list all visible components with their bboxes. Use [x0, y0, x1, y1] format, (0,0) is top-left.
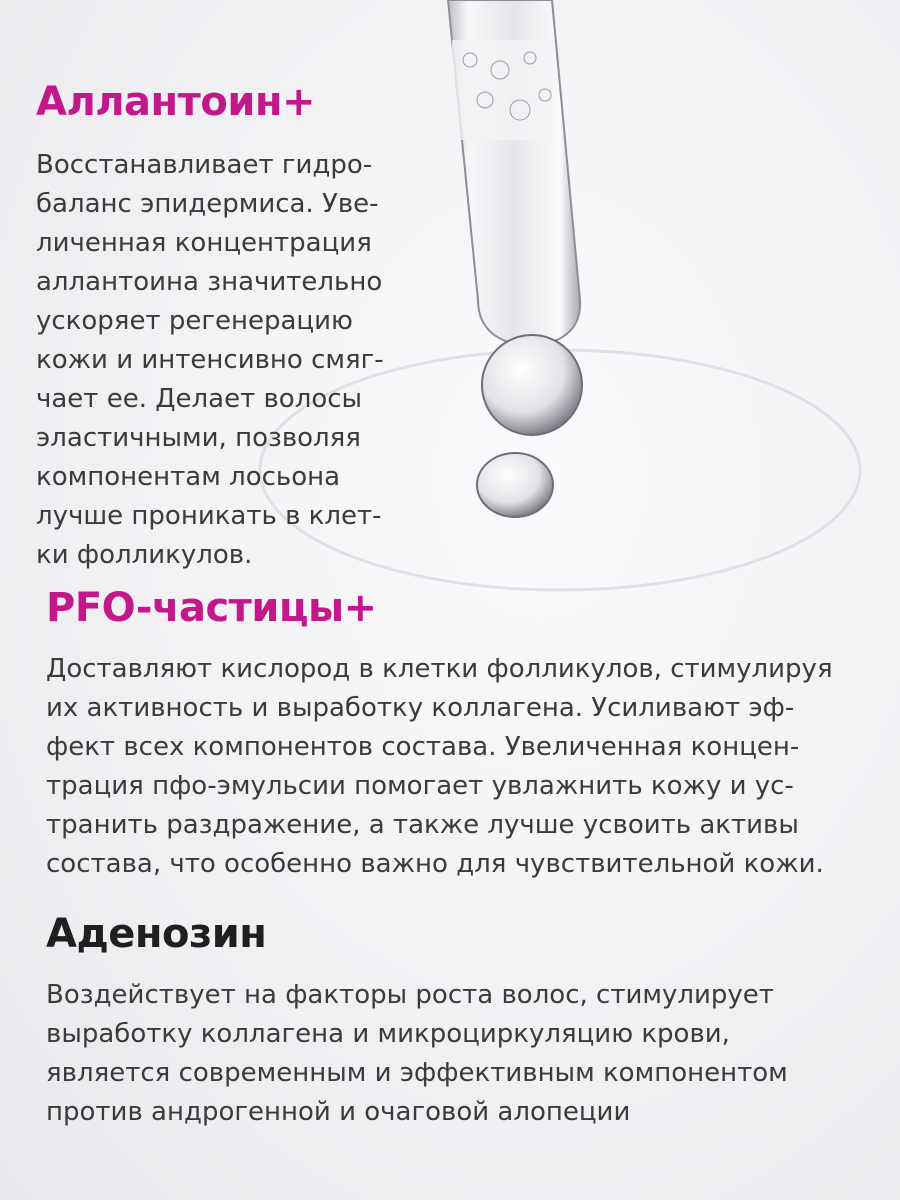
heading-adenosine: Аденозин: [46, 911, 267, 957]
text-line: трация пфо-эмульсии помогает увлажнить кожу и ус-: [46, 771, 794, 801]
falling-drop: [477, 453, 553, 517]
bubbles-band: [452, 40, 552, 140]
text-line: эластичными, позволяя: [36, 423, 361, 453]
adenosine-text: [46, 976, 866, 1132]
text-line: лучше проникать в клет-: [36, 501, 382, 531]
drop-on-tip: [482, 335, 582, 435]
text-line: личенная концентрация: [36, 228, 372, 258]
text-line: кожи и интенсивно смяг-: [36, 345, 384, 375]
text-line: аллантоина значительно: [36, 267, 383, 297]
text-line: выработку коллагена и микроциркуляцию крови,: [46, 1019, 730, 1049]
text-line: Восстанавливает гидро-: [36, 150, 373, 180]
text-line: Воздействует на факторы роста волос, стимулирует: [46, 980, 774, 1010]
text-line: компонентам лосьона: [36, 462, 341, 492]
text-line: является современным и эффективным компонентом: [46, 1058, 788, 1088]
text-line: баланс эпидермиса. Уве-: [36, 189, 379, 219]
text-line: транить раздражение, а также лучше усвоить активы: [46, 810, 799, 840]
text-line: фект всех компонентов состава. Увеличенная концен-: [46, 732, 800, 762]
text-line: состава, что особенно важно для чувствительной кожи.: [46, 849, 824, 879]
text-line: Доставляют кислород в клетки фолликулов, стимулируя: [46, 654, 833, 684]
pfo-text: [46, 650, 866, 884]
heading-pfo: PFO-частицы+: [46, 585, 377, 631]
text-line: против андрогенной и очаговой алопеции: [46, 1097, 631, 1127]
text-line: ки фолликулов.: [36, 540, 253, 570]
heading-allantoin: Аллантоин+: [36, 79, 316, 125]
text-line: чает ее. Делает волосы: [36, 384, 363, 414]
allantoin-text: [36, 146, 416, 575]
text-line: их активность и выработку коллагена. Усиливают эф-: [46, 693, 795, 723]
text-line: ускоряет регенерацию: [36, 306, 353, 336]
